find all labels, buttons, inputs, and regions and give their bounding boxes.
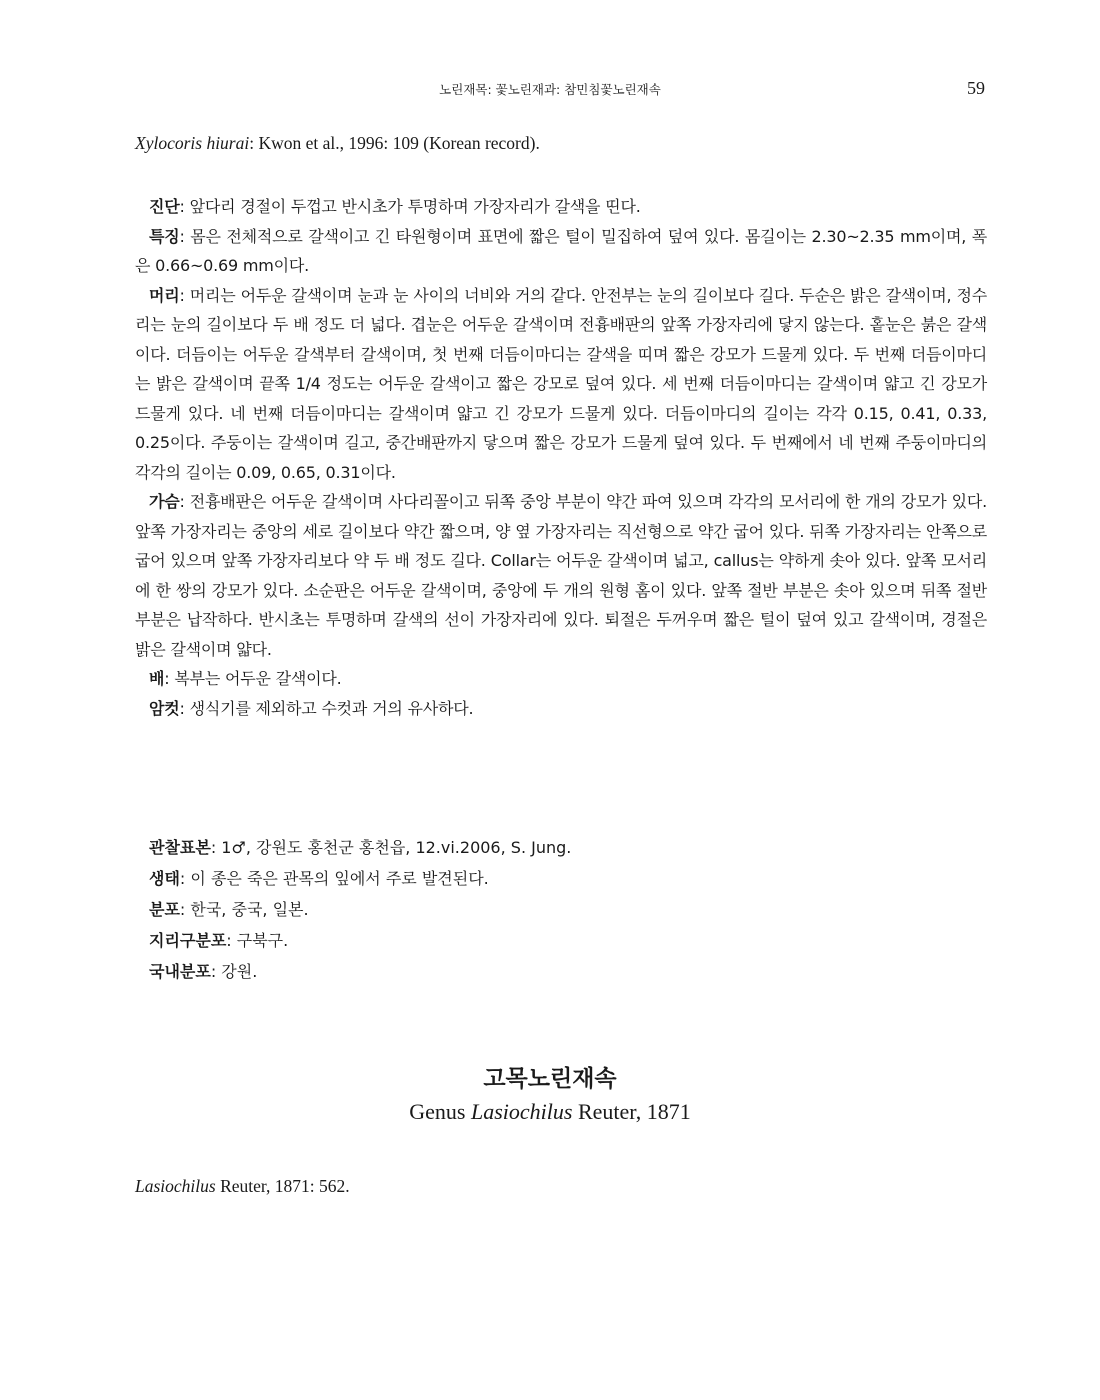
section-text: : 전흉배판은 어두운 갈색이며 사다리꼴이고 뒤쪽 중앙 부분이 약간 파여 있으며 각각의 모서리에 한 개의 강모가 있다. 앞쪽 가장자리는 중앙의 세로 길이보다 약간 짧으며, 양 옆 가장자리는 직선형으로 약간 굽어 있다. 뒤쪽 가장자리는 안쪽으로 굽어 있으며 앞쪽 가장자리보다 약 두 배 정도 길다. Collar는 어두운 갈색이며 넓고, callus는 약하게 솟아 있다. 앞쪽 모서리에 한 쌍의 강모가 있다. 소순판은 어두운 갈색이며, 중앙에 두 개의 원형 홈이 있다. 앞쪽 절반 부분은 솟아 있으며 뒤쪽 절반 부분은 납작하다. 반시초는 투명하며 갈색의 선이 가장자리에 있다. 퇴절은 두꺼우며 짧은 털이 덮여 있고 갈색이며, 경절은 밝은 갈색이며 얇다. xyxy=(135,492,987,659)
record-ecology xyxy=(135,863,987,894)
section-head xyxy=(135,281,987,488)
record-distribution xyxy=(135,894,987,925)
record-text: : 구북구. xyxy=(226,931,289,950)
genus-title-english xyxy=(0,1099,1100,1125)
page-number: 59 xyxy=(967,78,985,98)
section-abdomen xyxy=(135,664,987,694)
section-diagnosis xyxy=(135,192,987,222)
section-label: 암컷 xyxy=(149,698,180,718)
genus-citation xyxy=(135,1176,350,1197)
section-text: : 복부는 어두운 갈색이다. xyxy=(164,669,342,688)
record-text: : 강원. xyxy=(210,962,258,981)
genus-title-korean: 고목노린재속 xyxy=(483,1066,617,1092)
genus-heading xyxy=(0,1060,1100,1125)
section-label: 진단 xyxy=(149,197,180,216)
section-text: : 머리는 어두운 갈색이며 눈과 눈 사이의 너비와 거의 같다. 안전부는 눈의 길이보다 길다. 두순은 밝은 갈색이며, 정수리는 눈의 길이보다 두 배 정도 더 넓다. 겹눈은 어두운 갈색이며 전흉배판의 앞쪽 가장자리에 닿지 않는다. 홑눈은 붉은 갈색이다. 더듬이는 어두운 갈색부터 갈색이며, 첫 번째 더듬이마디는 갈색을 띠며 짧은 강모가 드물게 있다. 두 번째 더듬이마디는 밝은 갈색이며 끝쪽 1/4 정도는 어두운 갈색이고 짧은 강모로 덮여 있다. 세 번째 더듬이마디는 갈색이며 얇고 긴 강모가 드물게 있다. 네 번째 더듬이마디는 갈색이며 얇고 긴 강모가 드물게 있다. 더듬이마디의 길이는 각각 0.15, 0.41, 0.33, 0.25이다. 주둥이는 갈색이며 길고, 중간배판까지 닿으며 짧은 강모가 드물게 덮여 있다. 두 번째에서 네 번째 주둥이마디의 각각의 길이는 0.09, 0.65, 0.31이다. xyxy=(135,285,987,482)
record-label: 분포 xyxy=(149,900,180,919)
section-label: 특징 xyxy=(149,226,180,246)
genus-name: Lasiochilus xyxy=(470,1099,573,1124)
record-label: 관찰표본 xyxy=(149,838,211,857)
genus-citation-reference: Reuter, 1871: 562. xyxy=(215,1176,350,1196)
record-label: 생태 xyxy=(149,869,180,888)
record-label: 국내분포 xyxy=(149,962,211,981)
section-text: : 생식기를 제외하고 수컷과 거의 유사하다. xyxy=(179,698,474,718)
section-label: 배 xyxy=(149,669,165,688)
record-text: : 이 종은 죽은 관목의 잎에서 주로 발견된다. xyxy=(179,869,489,888)
species-description xyxy=(135,192,987,723)
section-label: 가슴 xyxy=(149,492,180,511)
record-examined-material xyxy=(135,832,987,863)
section-thorax xyxy=(135,487,987,664)
section-label: 머리 xyxy=(149,285,180,305)
section-characteristics xyxy=(135,222,987,281)
record-text: : 한국, 중국, 일본. xyxy=(179,900,309,919)
species-citation xyxy=(135,133,540,154)
specimen-records xyxy=(135,832,987,987)
section-female xyxy=(135,694,987,724)
section-text: : 몸은 전체적으로 갈색이고 긴 타원형이며 표면에 짧은 털이 밀집하여 덮여 있다. 몸길이는 2.30~2.35 mm이며, 폭은 0.66~0.69 mm이다. xyxy=(135,226,987,275)
record-label: 지리구분포 xyxy=(149,931,227,950)
record-zoogeography xyxy=(135,925,987,956)
section-text: : 앞다리 경절이 두껍고 반시초가 투명하며 가장자리가 갈색을 띤다. xyxy=(179,197,641,216)
genus-authority: Reuter, 1871 xyxy=(572,1099,691,1124)
genus-prefix: Genus xyxy=(409,1099,471,1124)
page-header xyxy=(0,78,1100,102)
citation-taxon: Xylocoris hiurai xyxy=(135,133,250,153)
record-domestic-distribution xyxy=(135,956,987,987)
running-head: 노린재목: 꽃노린재과: 참민침꽃노린재속 xyxy=(439,82,661,97)
record-text: : 1♂, 강원도 홍천군 홍천읍, 12.vi.2006, S. Jung. xyxy=(210,838,572,857)
citation-reference: : Kwon et al., 1996: 109 (Korean record). xyxy=(249,133,540,153)
genus-citation-taxon: Lasiochilus xyxy=(135,1176,216,1196)
